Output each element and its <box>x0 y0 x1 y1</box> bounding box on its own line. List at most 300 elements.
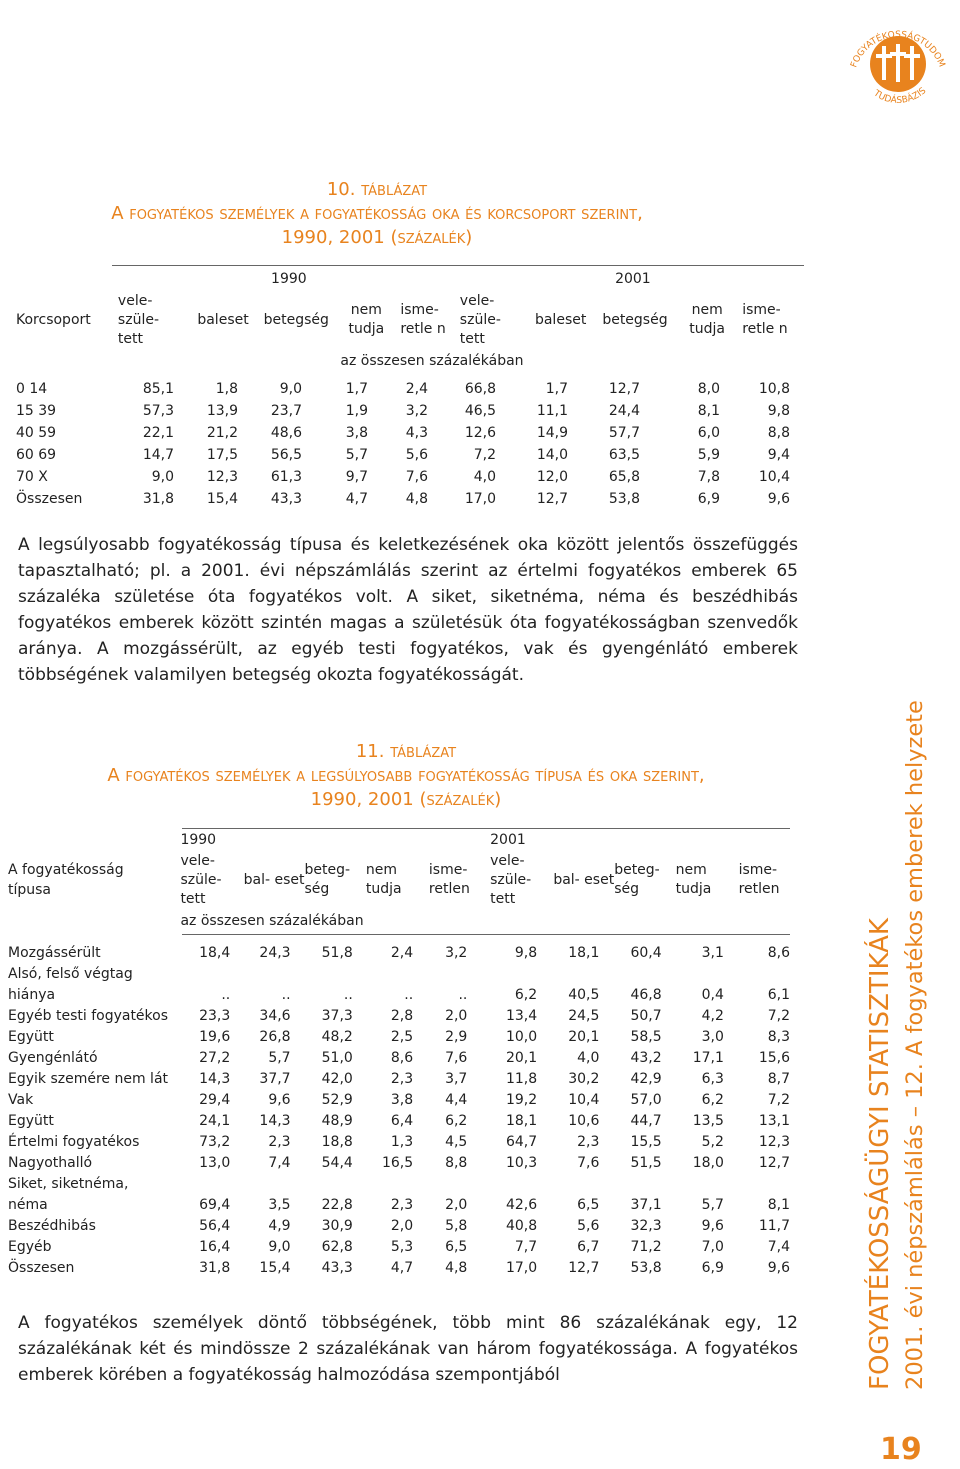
sidebar-vertical-title <box>840 690 950 1390</box>
table11-row-label: Nagyothalló <box>8 1154 93 1171</box>
table11-cell: 6,2 <box>701 1091 724 1108</box>
table10-col-1990-2: betegség <box>263 312 329 328</box>
table11-cell <box>724 1173 790 1194</box>
table11-cell: 2,3 <box>390 1196 414 1213</box>
sidebar-line-2: 2001. évi népszámlálás – 12. A fogyatékos emberek helyzete <box>902 700 928 1390</box>
table11-cell: 57,0 <box>630 1091 662 1108</box>
table11-cell: 9,0 <box>268 1238 291 1255</box>
table11-cell: 37,7 <box>259 1070 291 1087</box>
table11-cell: 5,2 <box>701 1133 724 1150</box>
table10-title <box>0 178 754 250</box>
table10-cell: 4,0 <box>473 469 496 485</box>
table11-row <box>8 1089 790 1110</box>
table11-row <box>8 1173 790 1194</box>
table11-cell: 43,3 <box>321 1259 353 1276</box>
table11-year-1990: 1990 <box>180 832 217 848</box>
table11-cell: 9,8 <box>514 944 538 961</box>
table11-cell: 10,3 <box>505 1154 538 1171</box>
table11-cell: 29,4 <box>199 1091 231 1108</box>
table10-cell: 21,2 <box>206 425 238 441</box>
table10-col-1990-3: nem tudja <box>348 302 385 337</box>
table11-row-header: A fogyatékosság típusa <box>8 862 124 898</box>
table10-cell: 4,7 <box>345 491 368 507</box>
table11-cell <box>353 963 413 984</box>
table10-cell: 1,7 <box>345 381 368 397</box>
table11-cell: 3,2 <box>445 944 468 961</box>
table11-cell <box>353 1173 413 1194</box>
table11-cell: 43,2 <box>630 1049 662 1066</box>
table11-row-label: Összesen <box>8 1259 75 1276</box>
table11-col-2001-1: bal- eset <box>553 871 615 888</box>
table11-cell: 6,2 <box>514 986 538 1003</box>
table11-cell: 16,4 <box>199 1238 231 1255</box>
table11-col-1990-1: bal- eset <box>243 871 305 888</box>
table11-col-2001-4: isme- retlen <box>738 862 780 897</box>
table11-cell: .. <box>458 986 468 1003</box>
table11-cell: 56,4 <box>199 1217 231 1234</box>
table10-cell: 8,0 <box>697 381 720 397</box>
table11-cell: 14,3 <box>259 1112 291 1129</box>
table11-cell: 34,6 <box>259 1007 291 1024</box>
table10-cell: 5,6 <box>405 447 428 463</box>
table10-cell: 14,9 <box>536 425 568 441</box>
table11-cell: 6,5 <box>577 1196 600 1213</box>
table11-cell: 6,1 <box>767 986 790 1003</box>
table10-cell: 9,0 <box>279 381 302 397</box>
table11-cell: 2,9 <box>445 1028 468 1045</box>
three-crosses-logo-icon <box>842 6 954 118</box>
table11-cell: 37,3 <box>321 1007 353 1024</box>
table11-cell: 3,8 <box>390 1091 414 1108</box>
table10-years: 1990, 2001 (százalék) <box>281 227 473 248</box>
table10-cell: 5,9 <box>697 447 720 463</box>
table10-cell: 63,5 <box>608 447 640 463</box>
table11-cell: 15,6 <box>758 1049 790 1066</box>
table11-cell: 5,3 <box>390 1238 414 1255</box>
table11-cell: 8,3 <box>767 1028 790 1045</box>
table10-cell: 9,4 <box>767 447 790 463</box>
table10-col-2001-2: betegség <box>602 312 668 328</box>
table10-cell: 4,3 <box>405 425 428 441</box>
table11-col-1990-4: isme- retlen <box>428 862 470 897</box>
table11-row-label: Mozgássérült <box>8 944 101 961</box>
table11-row-label: Együtt <box>8 1112 54 1129</box>
table10-cell: 3,8 <box>345 425 368 441</box>
table11-row <box>8 1131 790 1152</box>
table11-cell: 42,9 <box>630 1070 662 1087</box>
table10-row <box>16 488 790 510</box>
table10-cell: 6,9 <box>697 491 720 507</box>
table10-row <box>16 466 790 488</box>
table11-cell: 60,4 <box>630 944 662 961</box>
table10-col-1990-4: isme- retle n <box>400 302 446 337</box>
table11-row <box>8 1047 790 1068</box>
table10-cell: 7,6 <box>405 469 428 485</box>
table10-cell: 3,2 <box>405 403 428 419</box>
table11-cell: 14,3 <box>199 1070 231 1087</box>
table11-cell: 11,7 <box>758 1217 790 1234</box>
table11-cell: 10,6 <box>568 1112 600 1129</box>
table11-cell: 10,4 <box>568 1091 600 1108</box>
table11-cell <box>181 1173 230 1194</box>
table11-cell: 4,9 <box>268 1217 291 1234</box>
table11-row <box>8 1068 790 1089</box>
table10-col-1990-1: baleset <box>197 312 249 328</box>
table10-cell: 9,0 <box>151 469 174 485</box>
table11-cell: 9,6 <box>701 1217 724 1234</box>
table10-row-label: 40 59 <box>16 425 57 441</box>
table11-cell: 51,8 <box>321 944 353 961</box>
table11-cell: 8,6 <box>767 944 790 961</box>
table11-cell: 20,1 <box>505 1049 538 1066</box>
table10-cell: 24,4 <box>608 403 640 419</box>
table10-cell: 7,8 <box>697 469 720 485</box>
table10-cell: 61,3 <box>270 469 302 485</box>
table11-cell: 4,4 <box>445 1091 468 1108</box>
table11-cell: 20,1 <box>568 1028 600 1045</box>
table10-cell: 15,4 <box>206 491 238 507</box>
table10-heading: A fogyatékos személyek a fogyatékosság oka és korcsoport szerint, <box>111 203 643 224</box>
table10-row <box>16 422 790 444</box>
table11-cell: 7,7 <box>514 1238 538 1255</box>
table11-cell: 24,1 <box>199 1112 231 1129</box>
table10-col-2001-0: vele- szüle- tett <box>459 292 501 347</box>
table11-cell: 12,3 <box>758 1133 790 1150</box>
table10-row-label: 70 X <box>16 469 48 485</box>
table11-row <box>8 1152 790 1173</box>
table11-cell: 3,0 <box>701 1028 724 1045</box>
table11-cell: 42,6 <box>505 1196 538 1213</box>
table10-cell: 23,7 <box>270 403 302 419</box>
table10-row <box>16 378 790 400</box>
table10-row <box>16 444 790 466</box>
table11-cell <box>291 963 353 984</box>
table11-col-1990-2: beteg- ség <box>304 862 351 897</box>
table11-cell: 26,8 <box>259 1028 291 1045</box>
table10-col-2001-4: isme- retle n <box>742 302 788 337</box>
table11-cell: 13,1 <box>758 1112 790 1129</box>
table11-col-1990-3: nem tudja <box>365 862 402 897</box>
table10-col-1990-0: vele- szüle- tett <box>117 292 159 347</box>
table10-year-2001: 2001 <box>615 271 651 287</box>
table10-cell: 22,1 <box>142 425 174 441</box>
table11-cell: 4,0 <box>577 1049 600 1066</box>
page-number: 19 <box>880 1432 922 1467</box>
table11-cell <box>230 963 290 984</box>
table11-cell: 2,3 <box>390 1070 414 1087</box>
table11-years: 1990, 2001 (százalék) <box>310 789 502 810</box>
table11-col-1990-0: vele- szüle- tett <box>180 852 222 907</box>
table10-cell: 12,0 <box>536 469 568 485</box>
table10-cell: 17,0 <box>464 491 496 507</box>
table10-row-label: 15 39 <box>16 403 57 419</box>
table11-row <box>8 984 790 1005</box>
table11-row <box>8 1194 790 1215</box>
table11-cell: 6,9 <box>701 1259 724 1276</box>
logo-ring-text-bottom: TUDÁSBÁZIS <box>871 86 929 107</box>
table10-cell: 46,5 <box>464 403 496 419</box>
body-paragraph-1: A legsúlyosabb fogyatékosság típusa és keletkezésének oka között jelentős összefüggés tapasztalható; pl. a 2001. évi népszámlálás szerint az értelmi fogyatékos emberek 65 százaléka születése óta fogyatékos volt. A siket, siketnéma, néma és beszédhibás fogyatékos emberek között szintén magas a születésük óta fogyatékosságban szenvedők aránya. A mozgássérült, az egyéb testi fogyatékos, vak és gyengénlátó emberek többségének valamilyen betegség okozta fogyatékosságát. <box>18 535 798 685</box>
table11-cell: 71,2 <box>630 1238 662 1255</box>
table11-cell: 32,3 <box>630 1217 662 1234</box>
table10-cell: 1,9 <box>345 403 368 419</box>
table11-cell: 7,6 <box>577 1154 600 1171</box>
table11-cell: 5,6 <box>577 1217 600 1234</box>
table11-cell: 7,0 <box>701 1238 724 1255</box>
table11-cell: 52,9 <box>321 1091 353 1108</box>
table11-cell: 18,1 <box>505 1112 538 1129</box>
table11-row <box>8 1236 790 1257</box>
table10-cell: 48,6 <box>270 425 302 441</box>
table11-cell: 24,5 <box>568 1007 600 1024</box>
table11-cell <box>467 1173 537 1194</box>
table11-cell: 2,5 <box>390 1028 414 1045</box>
table11-cell: 5,7 <box>268 1049 291 1066</box>
table10-cell: 11,1 <box>536 403 568 419</box>
table11-row-label: Értelmi fogyatékos <box>8 1133 140 1150</box>
table11-row <box>8 1005 790 1026</box>
table10-cell: 12,6 <box>464 425 496 441</box>
table11-cell: 2,0 <box>390 1217 414 1234</box>
table11-cell <box>291 1173 353 1194</box>
table10-row-label: Összesen <box>16 491 83 507</box>
table11-cell: 69,4 <box>199 1196 231 1213</box>
sidebar-line-1: FOGYATÉKOSSÁGÜGYI STATISZTIKÁK <box>865 918 895 1390</box>
table11-row-label: néma <box>8 1196 48 1213</box>
table11-cell: 3,1 <box>701 944 724 961</box>
table10-cell: 17,5 <box>206 447 238 463</box>
table11-cell: 53,8 <box>630 1259 662 1276</box>
table10-cell: 14,7 <box>142 447 174 463</box>
table11-cell: 42,0 <box>321 1070 353 1087</box>
table10-row-label: 0 14 <box>16 381 48 397</box>
table11-cell: 18,4 <box>199 944 231 961</box>
table10-cell: 6,0 <box>697 425 720 441</box>
table11-number: 11. táblázat <box>355 741 457 762</box>
table11-cell <box>413 963 467 984</box>
table11-cell: 40,8 <box>505 1217 538 1234</box>
table11-cell: 51,5 <box>630 1154 662 1171</box>
table10-cell: 31,8 <box>142 491 174 507</box>
table11-cell: 5,7 <box>701 1196 724 1213</box>
table11-cell: 18,8 <box>321 1133 353 1150</box>
table11-cell: 6,5 <box>445 1238 468 1255</box>
table11-cell: 44,7 <box>630 1112 662 1129</box>
table10-cell: 66,8 <box>464 381 496 397</box>
table11-row-label: Együtt <box>8 1028 54 1045</box>
table11-cell: 48,2 <box>321 1028 353 1045</box>
table11-cell: 16,5 <box>381 1154 414 1171</box>
table11-cell: 17,1 <box>692 1049 724 1066</box>
table11-top-rule <box>182 828 790 829</box>
table11-cell: 7,4 <box>767 1238 790 1255</box>
table11-cell: 8,6 <box>390 1049 414 1066</box>
table11-col-2001-0: vele- szüle- tett <box>490 852 532 907</box>
table11-cell: 2,3 <box>577 1133 600 1150</box>
table11-cell: 46,8 <box>630 986 662 1003</box>
table10-cell: 10,8 <box>758 381 790 397</box>
table11-cell: 3,7 <box>445 1070 468 1087</box>
tudasbazis-logo <box>842 6 954 118</box>
table11-cell: 13,0 <box>199 1154 231 1171</box>
table11-cell <box>413 1173 467 1194</box>
table10-cell: 9,8 <box>767 403 790 419</box>
table11-cell: 4,8 <box>445 1259 468 1276</box>
table10-unit: az összesen százalékában <box>340 353 524 369</box>
table11-cell: 7,2 <box>767 1091 790 1108</box>
table11-cell: 9,6 <box>268 1091 291 1108</box>
table11-cell: 5,8 <box>445 1217 468 1234</box>
table10-cell: 7,2 <box>473 447 496 463</box>
table11-row-label: hiánya <box>8 986 56 1003</box>
table11-cell <box>662 963 724 984</box>
table10-cell: 85,1 <box>142 381 174 397</box>
table11-cell: 0,4 <box>701 986 724 1003</box>
table11-col-2001-2: beteg- ség <box>614 862 660 897</box>
table11-header <box>8 830 798 932</box>
table11-row-label: Beszédhibás <box>8 1217 96 1234</box>
table11-row-label: Siket, siketnéma, <box>8 1175 129 1192</box>
table11-cell <box>467 963 537 984</box>
table11-cell: 3,5 <box>268 1196 291 1213</box>
table11-cell: .. <box>343 986 353 1003</box>
table11-cell: 6,7 <box>577 1238 600 1255</box>
table11-cell: 8,8 <box>445 1154 468 1171</box>
table10-cell: 12,7 <box>536 491 568 507</box>
table11-row-label: Egyik szemére nem lát <box>8 1070 169 1087</box>
table11-heading: A fogyatékos személyek a legsúlyosabb fogyatékosság típusa és oka szerint, <box>107 765 705 786</box>
sidebar-svg <box>840 690 950 1390</box>
table11-cell: 2,4 <box>390 944 414 961</box>
table11-cell: 19,2 <box>505 1091 538 1108</box>
table11-cell: 12,7 <box>758 1154 790 1171</box>
table11-cell: 18,0 <box>692 1154 724 1171</box>
table10-col-2001-1: baleset <box>534 312 587 328</box>
table11-cell: 17,0 <box>505 1259 538 1276</box>
logo-ring-text-top: FOGYATÉKOSSÁGTUDOM <box>849 30 947 70</box>
table11-cell: 2,3 <box>268 1133 291 1150</box>
table10-cell: 65,8 <box>608 469 640 485</box>
table11-cell: 6,3 <box>701 1070 724 1087</box>
table11-unit-rule <box>182 934 790 935</box>
table11-cell: 73,2 <box>199 1133 231 1150</box>
table11-cell: 24,3 <box>259 944 291 961</box>
table11-cell: 62,8 <box>321 1238 353 1255</box>
table11-row <box>8 1215 790 1236</box>
table10-cell: 12,3 <box>206 469 238 485</box>
table10-number: 10. táblázat <box>326 179 428 200</box>
table11-cell <box>724 963 790 984</box>
table11-cell: 40,5 <box>568 986 600 1003</box>
table11-cell: 4,5 <box>445 1133 468 1150</box>
table11-cell: 6,4 <box>390 1112 414 1129</box>
table10-row <box>16 400 790 422</box>
table11-row-label: Vak <box>8 1091 34 1108</box>
table10-cell: 2,4 <box>405 381 428 397</box>
table10-cell: 5,7 <box>345 447 368 463</box>
table11-cell <box>230 1173 290 1194</box>
table10-cell: 8,1 <box>697 403 720 419</box>
table11-cell: 37,1 <box>630 1196 662 1213</box>
table11-cell: 8,7 <box>767 1070 790 1087</box>
table10-cell: 13,9 <box>206 403 238 419</box>
table11-cell: 7,4 <box>268 1154 291 1171</box>
table11-cell: 19,6 <box>199 1028 231 1045</box>
table10-cell: 57,7 <box>608 425 640 441</box>
table11-row <box>8 1257 790 1278</box>
table11-cell: 2,0 <box>445 1007 468 1024</box>
table11-cell <box>599 963 661 984</box>
table10-cell: 12,7 <box>608 381 640 397</box>
table11-cell: 15,5 <box>630 1133 662 1150</box>
table11-unit: az összesen százalékában <box>180 913 364 929</box>
table11-cell: 18,1 <box>568 944 600 961</box>
table10-row-label: 60 69 <box>16 447 57 463</box>
table11-row-label: Egyéb <box>8 1238 52 1255</box>
table10-cell: 53,8 <box>608 491 640 507</box>
table11-row <box>8 963 790 984</box>
table11-cell: 8,1 <box>767 1196 790 1213</box>
table11-cell: 1,3 <box>390 1133 414 1150</box>
table10-row-header: Korcsoport <box>16 312 91 328</box>
table11-row <box>8 1110 790 1131</box>
table11-cell: 12,7 <box>568 1259 600 1276</box>
table10-year-1990: 1990 <box>271 271 307 287</box>
table11-cell: 13,5 <box>692 1112 724 1129</box>
table10-body <box>16 378 790 510</box>
table11-cell: 6,2 <box>445 1112 468 1129</box>
table11-cell: 48,9 <box>321 1112 353 1129</box>
table11-cell: 9,6 <box>767 1259 790 1276</box>
table11-cell: 7,6 <box>445 1049 468 1066</box>
table11-row-label: Egyéb testi fogyatékos <box>8 1007 169 1024</box>
body-paragraph-2: A fogyatékos személyek döntő többségének, több mint 86 százalékának egy, 12 százalékának két és mindössze 2 százalékának van három fogyatékossága. A fogyatékos emberek körében a fogyatékosság halmozódása szempontjából <box>18 1313 798 1385</box>
table11-cell: 4,7 <box>390 1259 414 1276</box>
table11-cell: 7,2 <box>767 1007 790 1024</box>
table10-cell: 4,8 <box>405 491 428 507</box>
table10-cell: 56,5 <box>270 447 302 463</box>
table11-cell: 15,4 <box>259 1259 291 1276</box>
table11-cell: 58,5 <box>630 1028 662 1045</box>
table10-cell: 9,6 <box>767 491 790 507</box>
table10-cell: 57,3 <box>142 403 174 419</box>
table11-year-2001: 2001 <box>490 832 526 848</box>
table11-cell: .. <box>404 986 414 1003</box>
table11-cell: 50,7 <box>630 1007 662 1024</box>
table11-cell: 11,8 <box>505 1070 538 1087</box>
table11-col-2001-3: nem tudja <box>675 862 712 897</box>
table11-row <box>8 942 790 963</box>
table11-cell: 4,2 <box>701 1007 724 1024</box>
table11-cell: 2,8 <box>390 1007 414 1024</box>
table11-row-label: Alsó, felső végtag <box>8 965 133 982</box>
table11-cell: 23,3 <box>199 1007 231 1024</box>
table11-cell <box>537 963 599 984</box>
table11-cell: 51,0 <box>321 1049 353 1066</box>
table10-cell: 10,4 <box>758 469 790 485</box>
table11-cell: 22,8 <box>321 1196 353 1213</box>
table10-col-2001-3: nem tudja <box>689 302 726 337</box>
table11-cell: 31,8 <box>199 1259 231 1276</box>
table10-cell: 14,0 <box>536 447 568 463</box>
table11-row-label: Gyengénlátó <box>8 1049 98 1066</box>
table10-top-rule <box>112 265 804 266</box>
table10-cell: 43,3 <box>270 491 302 507</box>
table11-body <box>8 942 790 1278</box>
table11-cell: 10,0 <box>505 1028 538 1045</box>
table11-cell: 2,0 <box>445 1196 468 1213</box>
table11-cell: 27,2 <box>199 1049 231 1066</box>
